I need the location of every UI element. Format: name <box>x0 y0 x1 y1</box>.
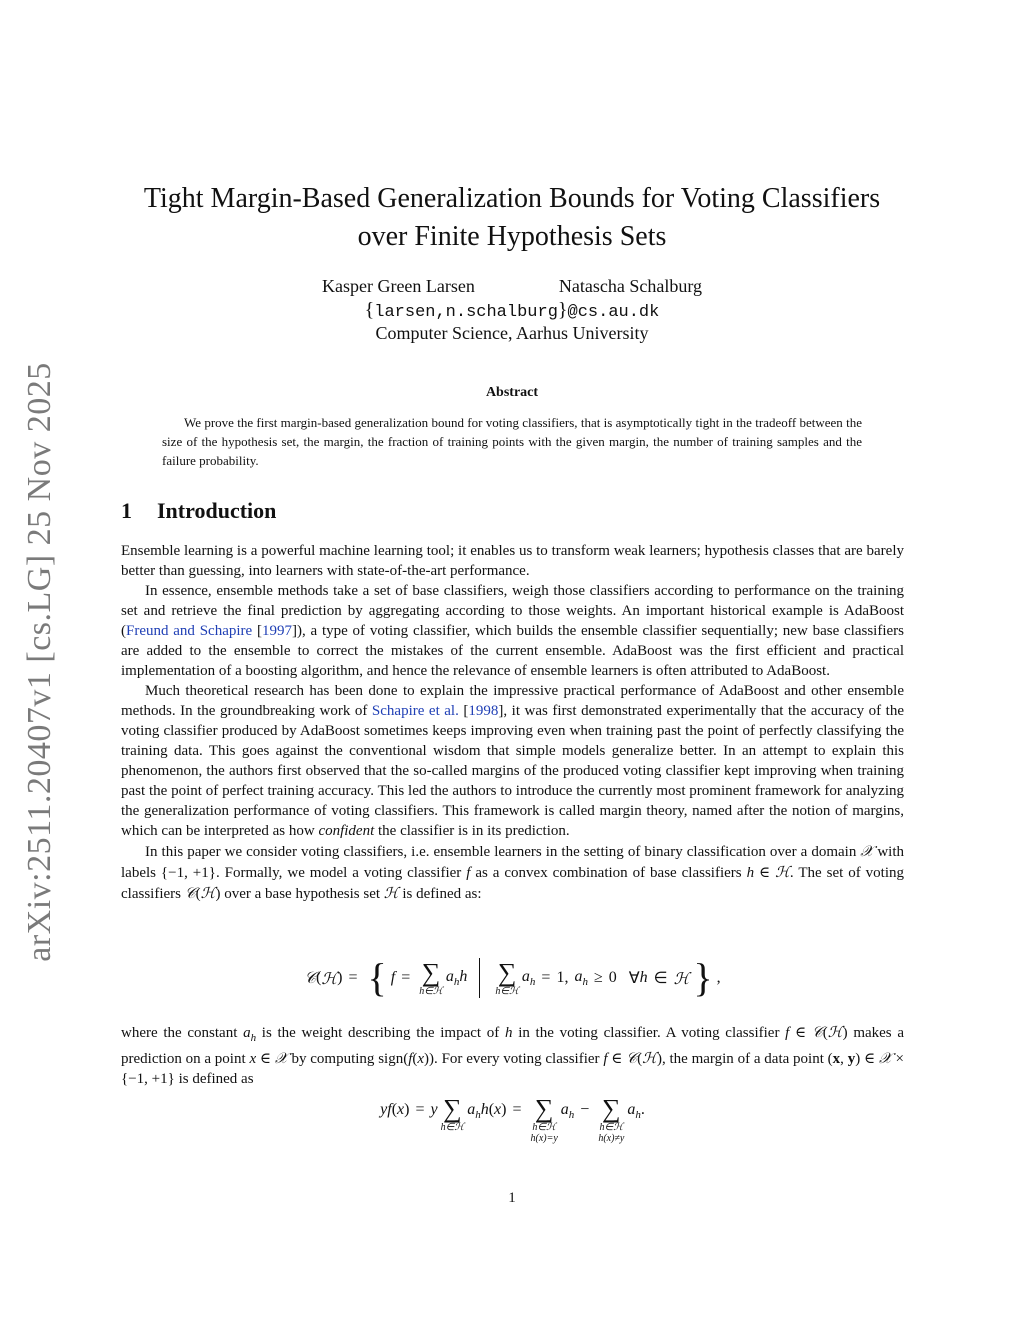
paragraph-5: where the constant $a_h$ is the weight describing the impact of h in the voting classifier. A voting classifier f ∈ 𝒞(ℋ) makes a prediction on a point x ∈ 𝒳 by computing sign(f(x)). For every voting classifier f ∈ 𝒞(ℋ), the margin of a data point (x, y) ∈ 𝒳 × {−1, +1} is defined as <box>121 1023 905 1087</box>
arxiv-identifier-stamp[interactable]: arXiv:2511.20407v1 [cs.LG] 25 Nov 2025 <box>21 362 58 962</box>
title-line-1: Tight Margin-Based Generalization Bounds for Voting Classifiers <box>143 183 881 214</box>
section-heading-introduction <box>121 498 276 524</box>
equation-voting-classifier-set: 𝒞 ( ℋ ) = { f = ∑ h∈ℋ $a_hh$ ∑ h∈ℋ $a_h$ = 1, $a_h$ ≥ 0 ∀ h ∈ ℋ } , <box>304 955 721 1000</box>
author-names <box>100 276 924 297</box>
affiliation: Computer Science, Aarhus University <box>375 323 649 343</box>
citation-year-1998[interactable]: 1998 <box>468 703 499 719</box>
paragraph-4: In this paper we consider voting classifiers, i.e. ensemble learners in the setting of binary classification over a domain 𝒳 with labels {−1, +1}. Formally, we model a voting classifier f as a convex combination of base classifiers h ∈ ℋ. The set of voting classifiers 𝒞(ℋ) over a base hypothesis set ℋ is defined as: <box>121 842 904 902</box>
abstract-text: We prove the first margin-based generalization bound for voting classifiers, that is asymptotically tight in the tradeoff between the size of the hypothesis set, the margin, the fraction of training points with the given margin, the number of training samples and the failure probability. <box>162 415 862 468</box>
author-2: Natascha Schalburg <box>558 276 703 296</box>
email-users: larsen,n.schalburg <box>374 303 558 322</box>
paragraph-1: Ensemble learning is a powerful machine learning tool; it enables us to transform weak learners; hypothesis classes that are barely better than guessing, into learners with state-of-the-art performance. <box>121 543 904 579</box>
citation-schapire-et-al[interactable]: Schapire et al. <box>371 703 459 719</box>
paragraph-3: Much theoretical research has been done to explain the impressive practical performance of AdaBoost and other ensemble methods. In the groundbreaking work of Schapire et al. [1998], it was first demonstrated experimentally that the accuracy of the voting classifier produced by AdaBoost sometimes keeps improving even when training past the point of perfectly classifying the training data. This goes against the conventional wisdom that simple models generalize better. In an attempt to explain this phenomenon, the authors first observed that the so-called margins of the produced voting classifier kept improving when training past the point of perfect training accuracy. This led the authors to introduce the currently most prominent framework for analyzing the generalization performance of voting classifiers. This framework is called margin theory, named after the notion of margins, which can be interpreted as how confident the classifier is in its prediction. <box>121 683 904 839</box>
section-title: Introduction <box>157 498 277 523</box>
email-domain: @cs.au.dk <box>567 303 660 322</box>
definition-paragraph <box>121 1022 904 1089</box>
paper-title <box>100 180 924 256</box>
abstract-heading: Abstract <box>485 385 539 400</box>
title-line-2: over Finite Hypothesis Sets <box>357 221 667 252</box>
equation-margin: yf (x) = y ∑ h∈ℋ $a_hh$ (x) = ∑ h∈ℋ h(x)=y $a_h$ − ∑ h∈ℋ h(x)≠y $a_h$ . <box>380 1094 645 1144</box>
section-number: 1 <box>121 498 132 523</box>
citation-freund-schapire[interactable]: Freund and Schapire <box>126 623 253 639</box>
page-number: 1 <box>508 1190 516 1206</box>
introduction-body <box>121 541 904 904</box>
author-emails: {larsen,n.schalburg}@cs.au.dk <box>364 299 660 322</box>
citation-year-1997[interactable]: 1997 <box>261 623 292 639</box>
paragraph-2: In essence, ensemble methods take a set of base classifiers, weigh those classifiers according to performance on the training set and retrieve the final prediction by aggregating according to those weights. An important historical example is AdaBoost (Freund and Schapire [1997]), a type of voting classifier, which builds the ensemble classifier sequentially; new base classifiers are added to the ensemble to correct the mistakes of the current ensemble. AdaBoost was the first efficient and practical implementation of a boosting algorithm, and hence the relevance of ensemble learners is often attributed to AdaBoost. <box>121 583 904 679</box>
author-1: Kasper Green Larsen <box>321 276 475 296</box>
author-block <box>100 276 924 344</box>
